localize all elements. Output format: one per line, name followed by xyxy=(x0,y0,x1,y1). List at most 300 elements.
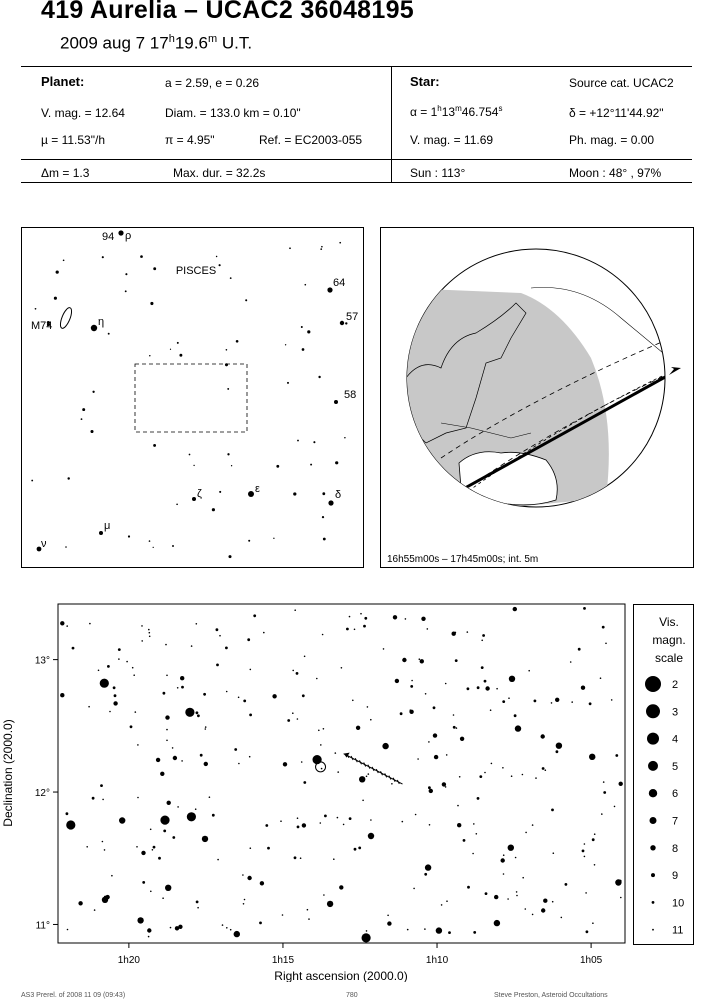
finder-svg xyxy=(22,228,363,567)
finder-star xyxy=(334,400,338,404)
field-star xyxy=(167,801,171,805)
finder-star xyxy=(82,408,85,411)
field-star xyxy=(561,917,563,919)
field-star xyxy=(611,699,613,701)
field-star xyxy=(294,609,296,611)
y-tick-label: 13° xyxy=(34,655,50,667)
field-star xyxy=(582,850,585,853)
field-star xyxy=(467,687,470,690)
field-star xyxy=(552,901,554,903)
field-star xyxy=(149,636,151,638)
field-star xyxy=(320,822,322,824)
field-star xyxy=(137,917,143,923)
field-star xyxy=(359,776,365,782)
detail-chart xyxy=(0,597,630,982)
field-star xyxy=(166,740,168,742)
field-star xyxy=(354,848,357,851)
star-label-delta: δ xyxy=(335,489,342,501)
page-title: 419 Aurelia – UCAC2 36048195 xyxy=(41,0,414,24)
finder-star xyxy=(125,273,127,275)
field-star xyxy=(72,647,75,650)
field-star xyxy=(457,805,459,807)
field-star xyxy=(442,782,446,786)
field-star xyxy=(163,692,166,695)
field-star xyxy=(565,883,568,886)
field-star xyxy=(205,728,207,730)
field-star xyxy=(66,812,69,815)
field-star xyxy=(491,763,493,765)
field-star xyxy=(494,920,500,926)
field-star xyxy=(148,629,150,631)
field-star xyxy=(294,856,297,859)
finder-star xyxy=(322,492,325,495)
field-star xyxy=(212,814,215,817)
field-star xyxy=(343,824,345,826)
finder-star xyxy=(63,259,65,261)
field-star xyxy=(173,756,177,760)
field-star xyxy=(78,901,82,905)
field-star xyxy=(283,762,287,766)
legend-mag-label: 5 xyxy=(672,760,679,773)
magnitude-legend xyxy=(633,604,694,945)
field-star xyxy=(543,899,547,903)
finder-star xyxy=(310,464,312,466)
finder-star xyxy=(335,461,338,464)
field-star xyxy=(178,925,182,929)
field-star xyxy=(105,895,109,899)
field-star xyxy=(337,771,339,773)
field-star xyxy=(366,776,368,778)
finder-star xyxy=(153,444,156,447)
field-star xyxy=(467,631,469,633)
finder-star xyxy=(56,270,59,273)
field-star xyxy=(541,908,545,912)
field-star xyxy=(425,864,431,870)
field-star xyxy=(481,640,483,642)
field-star xyxy=(360,613,362,615)
field-star xyxy=(165,715,169,719)
field-star xyxy=(104,849,106,851)
finder-star xyxy=(318,376,320,378)
finder-star xyxy=(31,480,33,482)
finder-star xyxy=(149,355,150,356)
field-star xyxy=(424,928,426,930)
field-star xyxy=(113,686,116,689)
field-star xyxy=(250,847,252,849)
field-star xyxy=(301,761,303,763)
field-star xyxy=(367,706,369,708)
field-star xyxy=(132,667,134,669)
field-star xyxy=(522,774,524,776)
field-star xyxy=(578,648,581,651)
field-star xyxy=(66,820,75,829)
field-star xyxy=(603,791,606,794)
planet-diameter: Diam. = 133.0 km = 0.10" xyxy=(165,106,301,120)
field-star xyxy=(249,714,252,717)
field-star xyxy=(459,776,461,778)
field-star xyxy=(485,892,488,895)
field-star xyxy=(509,676,515,682)
finder-star xyxy=(35,308,37,310)
header-rule-top xyxy=(21,66,692,67)
field-star xyxy=(615,879,621,885)
legend-mag-label: 2 xyxy=(672,679,679,691)
finder-star xyxy=(170,349,171,350)
star-label-zeta: ζ xyxy=(197,488,202,500)
finder-star xyxy=(54,297,57,300)
legend-title-line-2: magn. xyxy=(652,633,686,647)
finder-star xyxy=(297,440,299,442)
field-star xyxy=(496,688,498,690)
field-star xyxy=(339,885,343,889)
field-star xyxy=(415,814,417,816)
finder-star xyxy=(301,326,303,328)
field-star xyxy=(535,777,537,779)
field-star xyxy=(482,634,485,637)
field-star xyxy=(181,686,184,689)
field-star xyxy=(217,859,219,861)
field-star xyxy=(445,786,447,788)
field-star xyxy=(516,895,518,897)
field-star xyxy=(586,930,589,933)
field-star xyxy=(263,632,265,634)
finder-star xyxy=(245,299,247,301)
field-star xyxy=(341,667,343,669)
m74-label: M74 xyxy=(31,320,53,332)
field-star xyxy=(323,728,325,730)
field-star xyxy=(391,783,393,785)
field-star xyxy=(170,927,172,929)
footer-software: AS3 Prerel. of 2008 11 09 (09:43) xyxy=(21,992,126,999)
field-star xyxy=(160,816,169,825)
field-star xyxy=(532,914,534,916)
finder-star xyxy=(128,535,130,537)
legend-dot xyxy=(646,704,660,718)
field-star xyxy=(66,625,68,627)
field-star xyxy=(542,767,545,770)
field-star xyxy=(407,929,409,931)
field-star xyxy=(421,617,425,621)
field-star xyxy=(583,607,586,610)
field-star xyxy=(147,928,151,932)
field-star xyxy=(304,656,306,658)
field-star xyxy=(111,875,113,877)
field-star xyxy=(238,763,240,765)
field-star xyxy=(429,789,433,793)
field-star xyxy=(433,733,437,737)
field-star xyxy=(333,858,335,860)
field-star xyxy=(349,817,352,820)
field-star xyxy=(324,815,327,818)
field-star xyxy=(545,769,547,771)
field-star xyxy=(243,903,245,905)
field-star xyxy=(455,659,458,662)
mag-drop: Δm = 1.3 xyxy=(41,166,90,180)
field-star xyxy=(267,847,270,850)
finder-star xyxy=(276,465,279,468)
field-star xyxy=(226,927,228,929)
field-star xyxy=(92,797,95,800)
finder-star xyxy=(153,547,154,548)
field-star xyxy=(98,670,100,672)
field-star xyxy=(413,888,415,890)
y-axis-label: Declination (2000.0) xyxy=(1,719,15,827)
finder-star xyxy=(189,454,191,456)
field-star xyxy=(321,768,323,770)
field-star xyxy=(522,877,524,879)
field-star xyxy=(243,700,246,703)
field-star xyxy=(485,686,489,690)
legend-dot xyxy=(649,789,657,797)
legend-dot xyxy=(650,817,657,824)
field-star xyxy=(525,908,527,910)
field-star xyxy=(165,885,171,891)
field-star xyxy=(292,712,294,714)
field-star xyxy=(292,670,294,672)
field-star xyxy=(473,823,475,825)
field-star xyxy=(88,706,90,708)
finder-star xyxy=(328,500,333,505)
field-star xyxy=(556,750,559,753)
field-star xyxy=(448,931,451,934)
field-star xyxy=(118,648,121,651)
field-star xyxy=(222,924,224,926)
globe-svg xyxy=(381,228,693,567)
finder-star xyxy=(153,267,156,270)
x-tick-label: 1h15 xyxy=(271,955,295,966)
legend-mag-label: 10 xyxy=(672,897,685,910)
finder-star xyxy=(177,342,179,344)
field-star xyxy=(226,691,228,693)
field-star xyxy=(250,669,252,671)
field-star xyxy=(556,743,562,749)
field-star xyxy=(150,891,152,893)
field-star xyxy=(484,680,487,683)
field-star xyxy=(494,895,498,899)
legend-dot xyxy=(652,929,654,931)
field-star xyxy=(553,852,555,854)
m74-galaxy-icon xyxy=(58,306,74,329)
legend-mag-label: 3 xyxy=(672,706,679,719)
star-label-94: 94 xyxy=(102,231,115,243)
field-star xyxy=(133,674,135,676)
field-star xyxy=(337,817,339,819)
orbit-reference: Ref. = EC2003-055 xyxy=(259,133,363,147)
legend-mag-label: 4 xyxy=(672,733,679,746)
field-star xyxy=(508,697,510,699)
chart-frame xyxy=(58,604,625,943)
field-star xyxy=(463,839,466,842)
field-star xyxy=(247,876,251,880)
field-star xyxy=(393,615,397,619)
legend-mag-label: 8 xyxy=(672,842,679,855)
finder-star xyxy=(92,391,94,393)
field-star xyxy=(172,836,175,839)
finder-star xyxy=(231,465,232,466)
field-star xyxy=(180,676,184,680)
field-star xyxy=(502,767,504,769)
field-star xyxy=(205,726,207,728)
y-tick-label: 11° xyxy=(35,920,50,932)
field-star xyxy=(581,686,585,690)
star-label-nu: ν xyxy=(41,538,47,550)
field-star xyxy=(113,701,117,705)
x-axis-label: Right ascension (2000.0) xyxy=(274,969,408,982)
field-star xyxy=(441,904,443,906)
field-star xyxy=(297,817,299,819)
field-star xyxy=(322,634,324,636)
field-star xyxy=(428,786,431,789)
field-star xyxy=(551,702,553,704)
finder-star xyxy=(285,344,286,345)
field-star xyxy=(507,898,509,900)
finder-star xyxy=(227,388,229,390)
field-star xyxy=(515,725,521,731)
field-star xyxy=(503,873,505,875)
field-star xyxy=(349,616,351,618)
field-star xyxy=(136,846,138,848)
finder-star xyxy=(81,418,83,420)
field-star xyxy=(135,711,137,713)
finder-star xyxy=(273,538,274,539)
field-star xyxy=(327,901,333,907)
field-star xyxy=(202,836,208,842)
orbit-elements: a = 2.59, e = 0.26 xyxy=(165,76,260,90)
planet-label: Planet: xyxy=(41,74,85,89)
field-star xyxy=(490,709,492,711)
finder-star xyxy=(102,256,104,258)
field-star xyxy=(514,714,517,717)
field-star xyxy=(387,921,391,925)
field-star xyxy=(410,685,413,688)
field-star xyxy=(382,743,388,749)
finder-star xyxy=(219,491,221,493)
star-label-57: 57 xyxy=(346,311,359,323)
field-star xyxy=(141,625,143,627)
field-star xyxy=(460,737,464,741)
field-star xyxy=(318,730,320,732)
field-star xyxy=(181,760,183,762)
star-label-58: 58 xyxy=(344,389,357,401)
finder-star xyxy=(248,540,250,542)
finder-star xyxy=(228,555,231,558)
field-star xyxy=(302,694,305,697)
field-star xyxy=(126,661,128,663)
globe-panel xyxy=(380,227,694,568)
field-star xyxy=(156,758,160,762)
field-star xyxy=(260,881,264,885)
finder-star xyxy=(99,531,103,535)
field-star xyxy=(177,806,179,808)
field-star xyxy=(89,623,91,625)
field-star xyxy=(346,628,349,631)
field-star xyxy=(433,706,436,709)
field-star xyxy=(226,647,228,649)
field-star xyxy=(594,757,596,759)
field-star xyxy=(594,864,596,866)
field-star xyxy=(503,854,505,856)
field-star xyxy=(297,826,300,829)
field-star xyxy=(592,922,594,924)
finder-star xyxy=(328,288,330,290)
field-star xyxy=(137,797,139,799)
finder-star xyxy=(125,290,127,292)
x-tick-label: 1h10 xyxy=(425,955,449,966)
field-star xyxy=(196,711,199,714)
finder-star xyxy=(219,264,221,266)
field-star xyxy=(119,817,125,823)
field-star xyxy=(402,658,406,662)
y-tick-label: 12° xyxy=(34,788,50,800)
field-star xyxy=(114,694,117,697)
field-star xyxy=(457,823,461,827)
finder-star xyxy=(289,247,291,249)
legend-title-line-3: scale xyxy=(654,651,684,665)
field-star xyxy=(600,677,602,679)
field-star xyxy=(370,819,372,821)
finder-star xyxy=(226,349,228,351)
finder-star xyxy=(227,453,229,455)
shadow-direction-arrow-icon xyxy=(669,367,681,375)
field-star xyxy=(501,858,505,862)
star-label-eta: η xyxy=(98,316,105,328)
field-box xyxy=(135,364,247,432)
field-star xyxy=(259,922,262,925)
finder-star xyxy=(304,284,306,286)
field-star xyxy=(605,643,607,645)
star-ra: $\alpha = 1^h13^m46.754^s$ xyxy=(410,104,503,119)
field-star xyxy=(387,915,389,917)
header-rule-bottom xyxy=(21,182,692,183)
field-star xyxy=(141,851,145,855)
field-star xyxy=(472,853,474,855)
field-star xyxy=(335,752,337,754)
field-star xyxy=(368,833,374,839)
finder-star xyxy=(91,325,97,331)
field-star xyxy=(534,700,537,703)
field-star xyxy=(244,899,246,901)
field-star xyxy=(481,666,484,669)
legend-mag-label: 7 xyxy=(672,815,679,828)
field-star xyxy=(370,719,372,721)
header-divider xyxy=(391,66,392,182)
finder-star xyxy=(287,382,289,384)
finder-star xyxy=(108,333,110,335)
field-star xyxy=(323,894,325,896)
field-star xyxy=(620,897,622,899)
field-star xyxy=(60,621,64,625)
field-star xyxy=(541,734,545,738)
field-star xyxy=(204,762,208,766)
field-star xyxy=(247,638,250,641)
field-star xyxy=(525,832,527,834)
field-star xyxy=(302,823,306,827)
field-star xyxy=(118,658,120,660)
finder-star xyxy=(293,492,296,495)
field-star xyxy=(484,772,486,774)
field-star xyxy=(477,686,480,689)
field-star xyxy=(216,664,219,667)
finder-star xyxy=(149,540,151,542)
field-star xyxy=(265,824,268,827)
field-star xyxy=(141,640,143,642)
field-star xyxy=(297,718,299,720)
field-star xyxy=(152,849,154,851)
field-star xyxy=(272,694,276,698)
field-star xyxy=(191,645,193,647)
field-star xyxy=(603,781,605,783)
field-star xyxy=(238,697,240,699)
